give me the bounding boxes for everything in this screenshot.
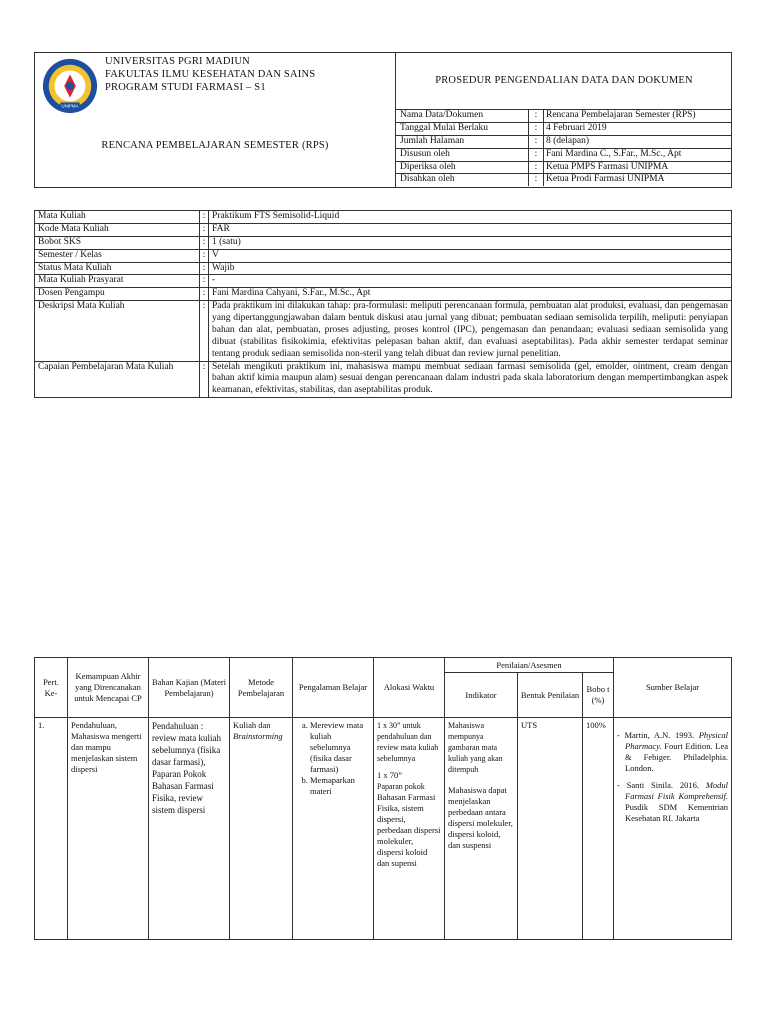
university-logo	[41, 57, 99, 115]
document-header	[34, 52, 732, 188]
course-info-table	[34, 210, 732, 398]
header-left-panel	[35, 53, 396, 187]
info-row: Disusun oleh : Fani Mardina C., S.Far., M.Sc., Apt	[396, 148, 732, 161]
header-sumber: Sumber Belajar	[614, 658, 732, 718]
document-procedure-title: PROSEDUR PENGENDALIAN DATA DAN DOKUMEN	[435, 75, 693, 87]
learning-plan-table	[34, 657, 732, 940]
faculty-name: FAKULTAS ILMU KESEHATAN DAN SAINS	[105, 69, 316, 80]
header-metode: Metode Pembelajaran	[230, 658, 293, 718]
info-row: Diperiksa oleh : Ketua PMPS Farmasi UNIPMA	[396, 161, 732, 174]
cell-pengalaman	[293, 718, 374, 940]
course-row: Deskripsi Mata Kuliah : Pada praktikum ini dilakukan tahap: pra-formulasi: meliputi perencanaan formula, pembuatan alat produksi, evaluasi, dan pengemasan yang dipertanggungjawaban dalam bentuk diskusi atau jurnal yang dibuat; pembuatan sediaan semisolida terpilih, meliputi: penyiapan bahan dan alat, pembuatan, proses adjusting, proses kontrol (IPC), pengemasan dan penandaan; evaluasi sediaan semisolida yang dibuat (stabilitas fisikokimia, efektivitas pelepasan bahan aktif, dan evaluasi aseptabilitas). Pada akhir semester terdapat seminar tentang produk sediaan semisolida non-steril yang telah dibuat dan review jurnal penelitian.	[35, 301, 732, 361]
cell-pert: 1.	[35, 718, 68, 940]
program-name: PROGRAM STUDI FARMASI – S1	[105, 82, 266, 93]
course-row: Mata Kuliah : Praktikum FTS Semisolid-Liquid	[35, 211, 732, 224]
header-kemampuan: Kemampuan Akhir yang Direncanakan untuk Mencapai CP	[68, 658, 149, 718]
header-penilaian: Penilaian/Asesmen	[445, 658, 614, 673]
source-item: - Martin, A.N. 1993. Physical Pharmacy. Fourt Edition. Lea & Febiger. Philadelphia. London.	[617, 730, 729, 773]
header-alokasi: Alokasi Waktu	[374, 658, 445, 718]
header-indikator: Indikator	[445, 673, 518, 718]
cell-indikator: Mahasiswa mempunya gambaran mata kuliah yang akan ditempuh Mahasiswa dapat menjelaskan perbedaan antara dispersi molekuler, dispersi koloid, dan suspensi	[445, 718, 518, 940]
university-name: UNIVERSITAS PGRI MADIUN	[105, 56, 250, 67]
course-row: Mata Kuliah Prasyarat : -	[35, 275, 732, 288]
cell-kemampuan: Pendahuluan, Mahasiswa mengerti dan mampu menjelaskan sistem dispersi	[68, 718, 149, 940]
list-item: b. Memaparkan materi	[310, 775, 370, 797]
source-item: - Santi Sinila. 2016. Modul Farmasi Fisik Komprehensif. Pusdik SDM Kementrian Kesehatan RI. Jakarta	[617, 780, 729, 823]
cell-metode: Kuliah dan Brainstorming	[230, 718, 293, 940]
course-row: Kode Mata Kuliah : FAR	[35, 223, 732, 236]
info-row: Disahkan oleh : Ketua Prodi Farmasi UNIPMA	[396, 174, 732, 186]
cell-bobot: 100%	[583, 718, 614, 940]
cell-bentuk: UTS	[518, 718, 583, 940]
svg-text:UNIPMA: UNIPMA	[61, 103, 79, 109]
cell-sumber	[614, 718, 732, 940]
header-bentuk: Bentuk Penilaian	[518, 673, 583, 718]
list-item: a. Mereview mata kuliah sebelumnya (fisika dasar farmasi)	[310, 720, 370, 775]
info-row: Nama Data/Dokumen : Rencana Pembelajaran Semester (RPS)	[396, 110, 732, 123]
header-bobot: Bobo t (%)	[583, 673, 614, 718]
header-bahan-kajian: Bahan Kajian (Materi Pembelajaran)	[149, 658, 230, 718]
info-row: Jumlah Halaman : 8 (delapan)	[396, 135, 732, 148]
document-info-table	[396, 109, 732, 186]
header-pert: Pert. Ke-	[35, 658, 68, 718]
header-right-panel	[396, 53, 732, 187]
course-row: Dosen Pengampu : Fani Mardina Cahyani, S.Far., M.Sc., Apt	[35, 288, 732, 301]
info-row: Tanggal Mulai Berlaku : 4 Februari 2019	[396, 122, 732, 135]
table-row	[35, 718, 732, 940]
cell-bahan: Pendahuluan : review mata kuliah sebelumnya (fisika dasar farmasi), Paparan Pokok Bahasan Farmasi Fisika, review sistem dispersi	[149, 718, 230, 940]
header-pengalaman: Pengalaman Belajar	[293, 658, 374, 718]
course-row: Status Mata Kuliah : Wajib	[35, 262, 732, 275]
course-row: Capaian Pembelajaran Mata Kuliah : Setelah mengikuti praktikum ini, mahasiswa mampu membuat sediaan farmasi semisolida (gel, emolder, ointment, cream dengan bahan aktif kimia maupun alam) sesuai dengan perencanaan dalam industri pada skala laboratorium dengan mempertimbangkan aspek keamanan, efektivitas, stabilitas, dan aseptabilitas produk.	[35, 361, 732, 398]
cell-alokasi: 1 x 30” untuk pendahuluan dan review mata kuliah sebelumnya 1 x 70” Paparan pokok Bahasan Farmasi Fisika, sistem dispersi, perbedaan dispersi molekuler, dispersi koloid dan supensi	[374, 718, 445, 940]
course-row: Bobot SKS : 1 (satu)	[35, 236, 732, 249]
course-row: Semester / Kelas : V	[35, 249, 732, 262]
rps-title: RENCANA PEMBELAJARAN SEMESTER (RPS)	[101, 140, 329, 151]
